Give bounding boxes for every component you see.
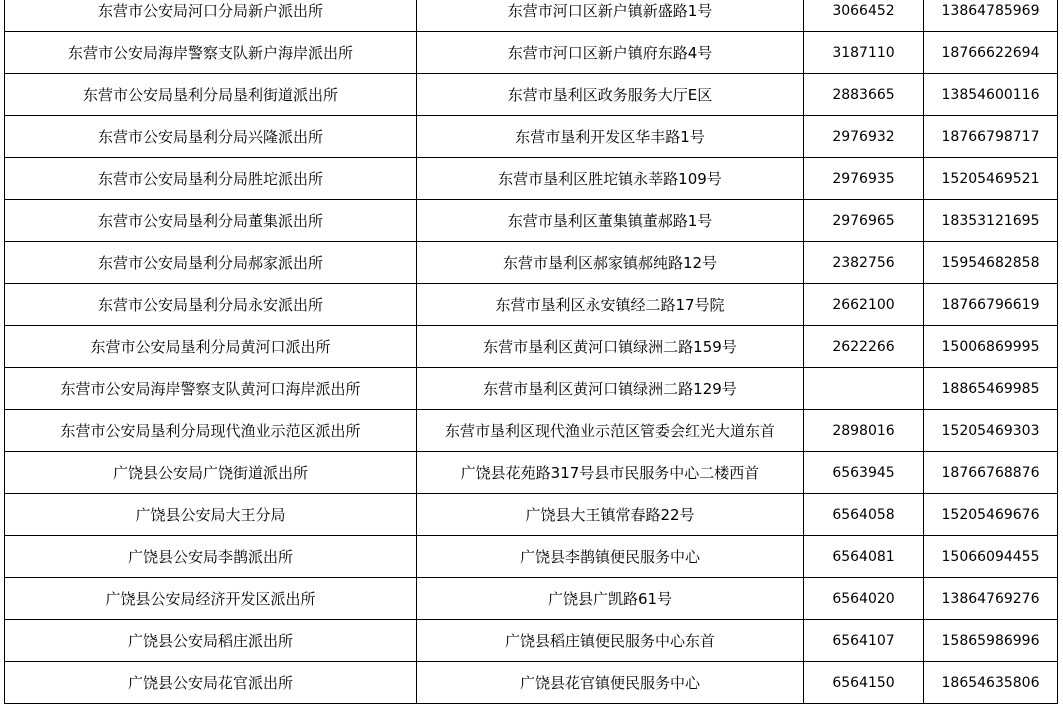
station-name-cell: 东营市公安局海岸警察支队新户海岸派出所 <box>5 32 417 74</box>
station-name-cell: 东营市公安局垦利分局现代渔业示范区派出所 <box>5 410 417 452</box>
station-name-cell: 东营市公安局垦利分局兴隆派出所 <box>5 116 417 158</box>
table-row <box>5 0 1058 32</box>
phone-cell: 6564020 <box>804 578 924 620</box>
address-cell: 广饶县花苑路317号县市民服务中心二楼西首 <box>417 452 804 494</box>
mobile-cell: 15865986996 <box>924 620 1058 662</box>
station-name-cell: 东营市公安局垦利分局郝家派出所 <box>5 242 417 284</box>
address-cell: 东营市垦利区董集镇董郝路1号 <box>417 200 804 242</box>
station-name-cell: 东营市公安局垦利分局董集派出所 <box>5 200 417 242</box>
phone-cell: 6564150 <box>804 662 924 704</box>
phone-cell <box>804 368 924 410</box>
phone-cell: 2622266 <box>804 326 924 368</box>
table-row <box>5 116 1058 158</box>
mobile-cell: 15954682858 <box>924 242 1058 284</box>
phone-cell: 2898016 <box>804 410 924 452</box>
phone-cell: 6564058 <box>804 494 924 536</box>
table-row <box>5 536 1058 578</box>
table-row <box>5 326 1058 368</box>
mobile-cell: 18766768876 <box>924 452 1058 494</box>
mobile-cell: 18865469985 <box>924 368 1058 410</box>
mobile-cell: 18766798717 <box>924 116 1058 158</box>
table-row <box>5 452 1058 494</box>
phone-cell: 2976935 <box>804 158 924 200</box>
table-row <box>5 578 1058 620</box>
address-cell: 东营市河口区新户镇府东路4号 <box>417 32 804 74</box>
address-cell: 东营市垦利区永安镇经二路17号院 <box>417 284 804 326</box>
station-name-cell: 广饶县公安局李鹊派出所 <box>5 536 417 578</box>
mobile-cell: 18353121695 <box>924 200 1058 242</box>
mobile-cell: 15205469676 <box>924 494 1058 536</box>
mobile-cell: 13864769276 <box>924 578 1058 620</box>
mobile-cell: 15205469303 <box>924 410 1058 452</box>
station-name-cell: 广饶县公安局稻庄派出所 <box>5 620 417 662</box>
table-row <box>5 242 1058 284</box>
phone-cell: 6563945 <box>804 452 924 494</box>
address-cell: 广饶县稻庄镇便民服务中心东首 <box>417 620 804 662</box>
phone-cell: 2976965 <box>804 200 924 242</box>
mobile-cell: 15205469521 <box>924 158 1058 200</box>
mobile-cell: 15006869995 <box>924 326 1058 368</box>
table-body <box>5 0 1058 704</box>
table-row <box>5 74 1058 116</box>
station-name-cell: 广饶县公安局广饶街道派出所 <box>5 452 417 494</box>
table-row <box>5 410 1058 452</box>
station-name-cell: 东营市公安局垦利分局黄河口派出所 <box>5 326 417 368</box>
table-row <box>5 200 1058 242</box>
mobile-cell: 15066094455 <box>924 536 1058 578</box>
station-name-cell: 广饶县公安局大王分局 <box>5 494 417 536</box>
phone-cell: 2382756 <box>804 242 924 284</box>
address-cell: 广饶县大王镇常春路22号 <box>417 494 804 536</box>
mobile-cell: 13854600116 <box>924 74 1058 116</box>
address-cell: 广饶县广凯路61号 <box>417 578 804 620</box>
table-row <box>5 620 1058 662</box>
station-name-cell: 东营市公安局垦利分局胜坨派出所 <box>5 158 417 200</box>
phone-cell: 6564107 <box>804 620 924 662</box>
mobile-cell: 18766796619 <box>924 284 1058 326</box>
table-row <box>5 158 1058 200</box>
phone-cell: 2976932 <box>804 116 924 158</box>
table-row <box>5 662 1058 704</box>
address-cell: 东营市垦利区政务服务大厅E区 <box>417 74 804 116</box>
table-row <box>5 368 1058 410</box>
phone-cell: 6564081 <box>804 536 924 578</box>
phone-cell: 3066452 <box>804 0 924 32</box>
station-name-cell: 东营市公安局河口分局新户派出所 <box>5 0 417 32</box>
address-cell: 东营市河口区新户镇新盛路1号 <box>417 0 804 32</box>
address-cell: 东营市垦利区郝家镇郝纯路12号 <box>417 242 804 284</box>
phone-cell: 2662100 <box>804 284 924 326</box>
phone-cell: 3187110 <box>804 32 924 74</box>
mobile-cell: 13864785969 <box>924 0 1058 32</box>
station-name-cell: 东营市公安局垦利分局永安派出所 <box>5 284 417 326</box>
phone-cell: 2883665 <box>804 74 924 116</box>
station-name-cell: 东营市公安局垦利分局垦利街道派出所 <box>5 74 417 116</box>
table-row <box>5 494 1058 536</box>
address-cell: 东营市垦利区现代渔业示范区管委会红光大道东首 <box>417 410 804 452</box>
address-cell: 广饶县花官镇便民服务中心 <box>417 662 804 704</box>
table-row <box>5 32 1058 74</box>
station-name-cell: 广饶县公安局花官派出所 <box>5 662 417 704</box>
mobile-cell: 18654635806 <box>924 662 1058 704</box>
address-cell: 广饶县李鹊镇便民服务中心 <box>417 536 804 578</box>
table-row <box>5 284 1058 326</box>
address-cell: 东营市垦利区黄河口镇绿洲二路129号 <box>417 368 804 410</box>
station-name-cell: 东营市公安局海岸警察支队黄河口海岸派出所 <box>5 368 417 410</box>
address-cell: 东营市垦利区胜坨镇永莘路109号 <box>417 158 804 200</box>
mobile-cell: 18766622694 <box>924 32 1058 74</box>
address-cell: 东营市垦利开发区华丰路1号 <box>417 116 804 158</box>
address-cell: 东营市垦利区黄河口镇绿洲二路159号 <box>417 326 804 368</box>
police-station-table <box>4 0 1058 704</box>
station-name-cell: 广饶县公安局经济开发区派出所 <box>5 578 417 620</box>
